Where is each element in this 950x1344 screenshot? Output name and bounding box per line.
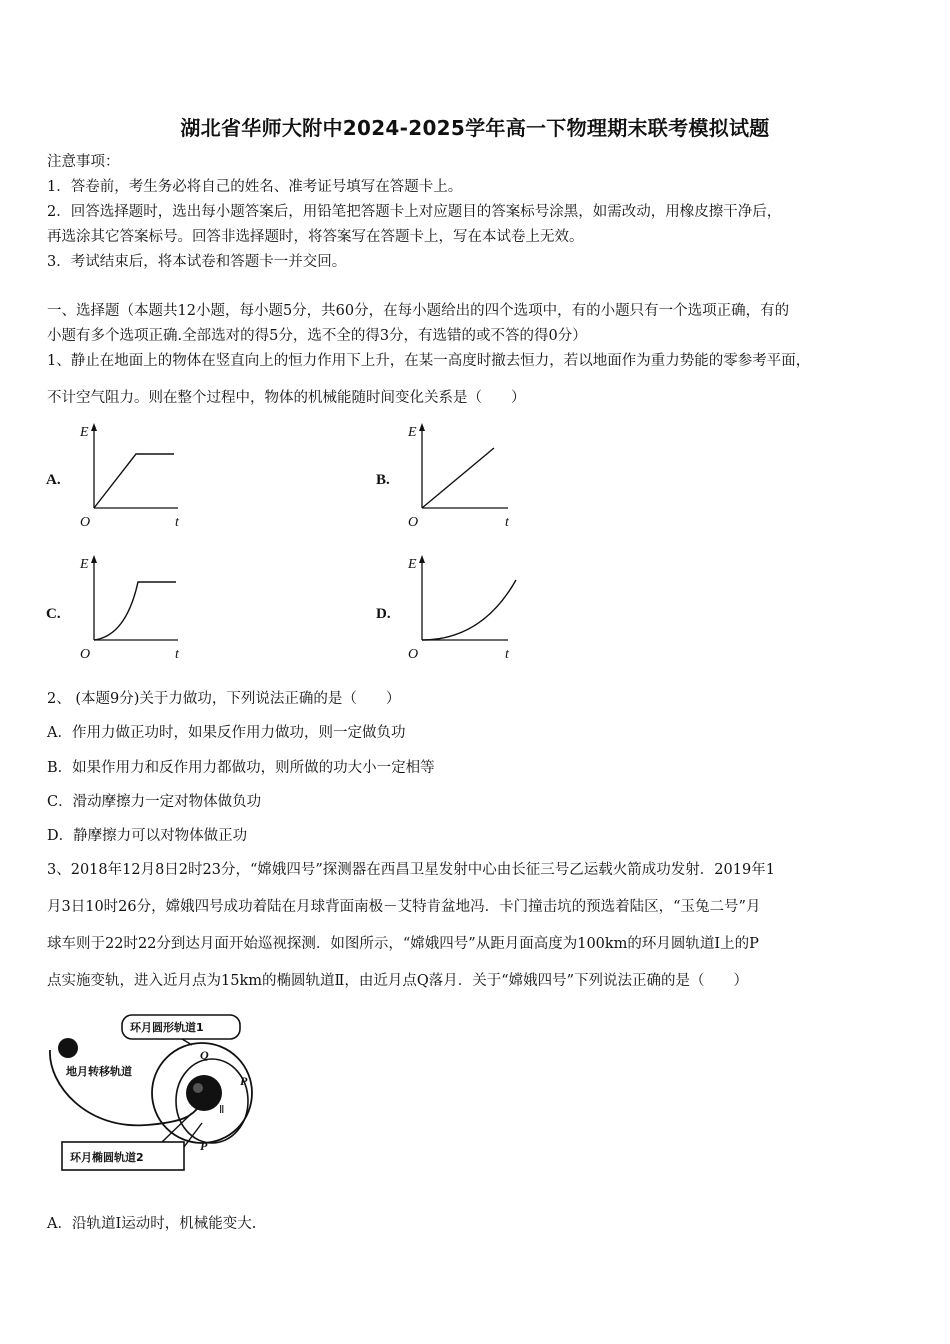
page-title: 湖北省华师大附中2024-2025学年高一下物理期末联考模拟试题 (180, 116, 770, 140)
graph-c-curve (94, 582, 176, 640)
label-elliptical-orbit: 环月椭圆轨道2 (70, 1151, 144, 1164)
graph-a-origin: O (80, 515, 91, 530)
label-transfer-orbit: 地月转移轨道 (66, 1065, 132, 1078)
graph-c-axis-t: t (175, 647, 179, 662)
notice-item-3: 3．考试结束后，将本试卷和答题卡一并交回。 (47, 254, 347, 270)
section-instructions-line1: 一、选择题（本题共12小题，每小题5分，共60分，在每小题给出的四个选项中，有的小题只有一个选项正确，有的 (47, 303, 790, 319)
moon-icon (186, 1075, 222, 1111)
graph-d-curve (422, 580, 516, 640)
notice-heading: 注意事项： (47, 154, 120, 170)
graph-b (404, 420, 534, 532)
label-circular-orbit: 环月圆形轨道1 (130, 1021, 204, 1034)
q1-option-c-label: C. (46, 606, 61, 622)
graph-c (74, 552, 204, 664)
q2-option-a: A．作用力做正功时，如果反作用力做功，则一定做负功 (47, 725, 406, 741)
orbit-ii-label: Ⅱ (219, 1104, 225, 1116)
graph-a-axis-e: E (80, 425, 89, 440)
q1-option-a-label: A. (46, 472, 61, 488)
orbit-diagram (42, 1005, 282, 1185)
point-p-upper: P (240, 1074, 248, 1088)
graph-c-origin: O (80, 647, 91, 662)
q3-stem-line1: 3、2018年12月8日2时23分，“嫦娥四号”探测器在西昌卫星发射中心由长征三号乙运载火箭成功发射．2019年1 (47, 862, 775, 878)
graph-b-origin: O (408, 515, 419, 530)
q2-stem: 2、 (本题9分)关于力做功，下列说法正确的是（ ） (47, 691, 401, 707)
section-instructions-line2: 小题有多个选项正确.全部选对的得5分，选不全的得3分，有选错的或不答的得0分） (47, 328, 587, 344)
q1-stem-line1: 1、静止在地面上的物体在竖直向上的恒力作用下上升，在某一高度时撤去恒力，若以地面作为重力势能的零参考平面， (47, 353, 811, 369)
q1-stem-line2: 不计空气阻力。则在整个过程中，物体的机械能随时间变化关系是（ ） (47, 390, 526, 406)
q3-stem-line2: 月3日10时26分，嫦娥四号成功着陆在月球背面南极－艾特肯盆地冯．卡门撞击坑的预选着陆区，“玉兔二号”月 (47, 899, 761, 915)
q2-option-c: C．滑动摩擦力一定对物体做负功 (47, 794, 262, 810)
q2-option-d: D．静摩擦力可以对物体做正功 (47, 828, 248, 844)
notice-item-2: 2．回答选择题时，选出每小题答案后，用铅笔把答题卡上对应题目的答案标号涂黑，如需改动，用橡皮擦干净后， (47, 204, 782, 220)
graph-d-origin: O (408, 647, 419, 662)
graph-a-axis-t: t (175, 515, 179, 530)
graph-a-curve (94, 454, 174, 508)
graph-a (74, 420, 204, 532)
point-q: Q (200, 1048, 209, 1062)
q1-option-d-label: D. (376, 606, 391, 622)
notice-item-2-cont: 再选涂其它答案标号。回答非选择题时，将答案写在答题卡上，写在本试卷上无效。 (47, 229, 584, 245)
point-p-lower: P (200, 1139, 208, 1153)
graph-d-axis-t: t (505, 647, 509, 662)
q3-stem-line3: 球车则于22时22分到达月面开始巡视探测．如图所示，“嫦娥四号”从距月面高度为100km的环月圆轨道Ⅰ上的P (47, 936, 759, 952)
graph-b-curve (422, 448, 494, 508)
graph-c-axis-e: E (80, 557, 89, 572)
graph-b-axis-t: t (505, 515, 509, 530)
graph-d-axis-e: E (408, 557, 417, 572)
graph-d (404, 552, 534, 664)
q1-option-b-label: B. (376, 472, 390, 488)
notice-item-1: 1．答卷前，考生务必将自己的姓名、准考证号填写在答题卡上。 (47, 179, 463, 195)
q2-option-b: B．如果作用力和反作用力都做功，则所做的功大小一定相等 (47, 760, 435, 776)
q3-stem-line4: 点实施变轨，进入近月点为15km的椭圆轨道Ⅱ，由近月点Q落月．关于“嫦娥四号”下列说法正确的是（ ） (47, 973, 749, 989)
graph-b-axis-e: E (408, 425, 417, 440)
q3-option-a: A．沿轨道Ⅰ运动时，机械能变大. (47, 1216, 257, 1232)
earth-icon (58, 1038, 78, 1058)
